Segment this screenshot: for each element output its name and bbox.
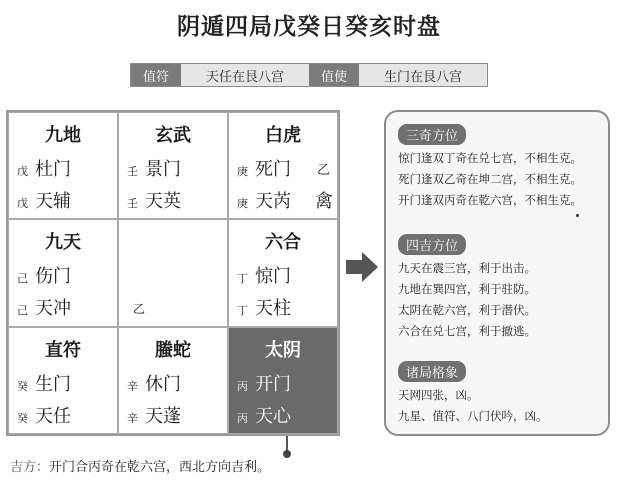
palace-god: 螣蛇: [155, 339, 191, 361]
palace-zhen-3: [8, 219, 118, 326]
zhifu-value: 天任在艮八宫: [181, 64, 309, 86]
palace-stem: 己: [17, 304, 28, 318]
sanqi-title: 三奇方位: [398, 124, 466, 145]
palace-stem: 癸: [17, 379, 28, 393]
palace-star: 天辅: [35, 191, 71, 212]
palace-door: 死门: [255, 159, 291, 180]
palace-stem: 癸: [17, 411, 28, 425]
palace-door: 惊门: [255, 266, 291, 288]
zhishi-value: 生门在艮八宫: [359, 64, 487, 86]
palace-door: 伤门: [35, 266, 71, 288]
palace-door: 休门: [145, 373, 181, 395]
zhishi-label: 值使: [309, 64, 359, 86]
palace-door: 杜门: [35, 159, 71, 180]
siji-line: 九天在震三宫，利于出击。: [398, 261, 536, 275]
auspicious-direction: [10, 456, 270, 475]
palace-god: 直符: [45, 339, 81, 361]
palace-god: 六合: [265, 232, 301, 254]
palace-stem: 辛: [127, 379, 138, 393]
palace-door: 景门: [145, 159, 181, 180]
palace-stem: 壬: [127, 197, 138, 210]
analysis-panel: [384, 110, 610, 436]
palace-god: 九天: [45, 232, 81, 254]
sanqi-line: 开门逢双丙奇在乾六宫，不相生克。: [398, 193, 582, 207]
dot-mark: [576, 214, 579, 217]
palace-stem: 壬: [127, 165, 138, 178]
sanqi-line: 死门逢双乙奇在坤二宫，不相生克。: [398, 172, 582, 186]
arrow-right-icon: [346, 252, 378, 282]
palace-door: 开门: [255, 373, 291, 395]
palace-xun-4: [8, 112, 118, 219]
palace-qian-6: [228, 327, 338, 434]
geju-line: 天网四张，凶。: [398, 388, 479, 402]
palace-god: 白虎: [265, 125, 301, 146]
palace-gen-8: [8, 327, 118, 434]
pointer-dot: [283, 450, 291, 458]
palace-li-9: [118, 112, 228, 219]
palace-god: 太阴: [265, 339, 301, 361]
palace-dui-7: [228, 219, 338, 326]
siji-line: 九地在巽四宫，利于驻防。: [398, 282, 536, 296]
palace-star: 天蓬: [145, 405, 181, 427]
palace-star: 天芮: [255, 191, 291, 212]
geju-line: 九星、值符、八门伏吟，凶。: [398, 409, 548, 423]
header-bar: [130, 63, 488, 87]
palace-stem: 丙: [237, 411, 248, 425]
palace-stem: 丙: [237, 379, 248, 393]
palace-extra-star: 禽: [315, 191, 333, 212]
palace-star: 天英: [145, 191, 181, 212]
siji-line: 六合在兑七宫，利于撤逃。: [398, 324, 536, 338]
palace-god: 九地: [45, 125, 81, 146]
palace-star: 天心: [255, 405, 291, 427]
palace-door: 生门: [35, 373, 71, 395]
palace-stem: 乙: [133, 302, 146, 317]
palace-stem: 戊: [17, 165, 28, 178]
palace-star: 天任: [35, 405, 71, 427]
palace-stem: 辛: [127, 411, 138, 425]
auspicious-text: 开门合丙奇在乾六宫，西北方向吉利。: [49, 460, 271, 475]
chart-title: 阴遁四局戊癸日癸亥时盘: [177, 14, 441, 40]
geju-title: 诸局格象: [398, 361, 466, 382]
zhifu-label: 值符: [131, 64, 181, 86]
palace-stem: 丁: [237, 304, 248, 318]
palace-star: 天柱: [255, 298, 291, 320]
palace-stem: 丁: [237, 272, 248, 286]
sanqi-line: 惊门逢双丁奇在兑七宫，不相生克。: [398, 151, 582, 165]
palace-stem: 庚: [237, 165, 248, 178]
palace-grid: [6, 110, 340, 436]
palace-god: 玄武: [155, 125, 191, 146]
palace-kun-2: [228, 112, 338, 219]
auspicious-label: 吉方：: [10, 460, 50, 475]
palace-kan-1: [118, 327, 228, 434]
palace-extra-stem: 乙: [317, 163, 331, 178]
palace-stem: 戊: [17, 197, 28, 210]
palace-center-5: [118, 219, 228, 326]
siji-line: 太阴在乾六宫，利于潜伏。: [398, 303, 536, 317]
palace-stem: 己: [17, 272, 28, 286]
siji-title: 四吉方位: [398, 234, 466, 255]
palace-star: 天冲: [35, 298, 71, 320]
palace-stem: 庚: [237, 197, 248, 210]
